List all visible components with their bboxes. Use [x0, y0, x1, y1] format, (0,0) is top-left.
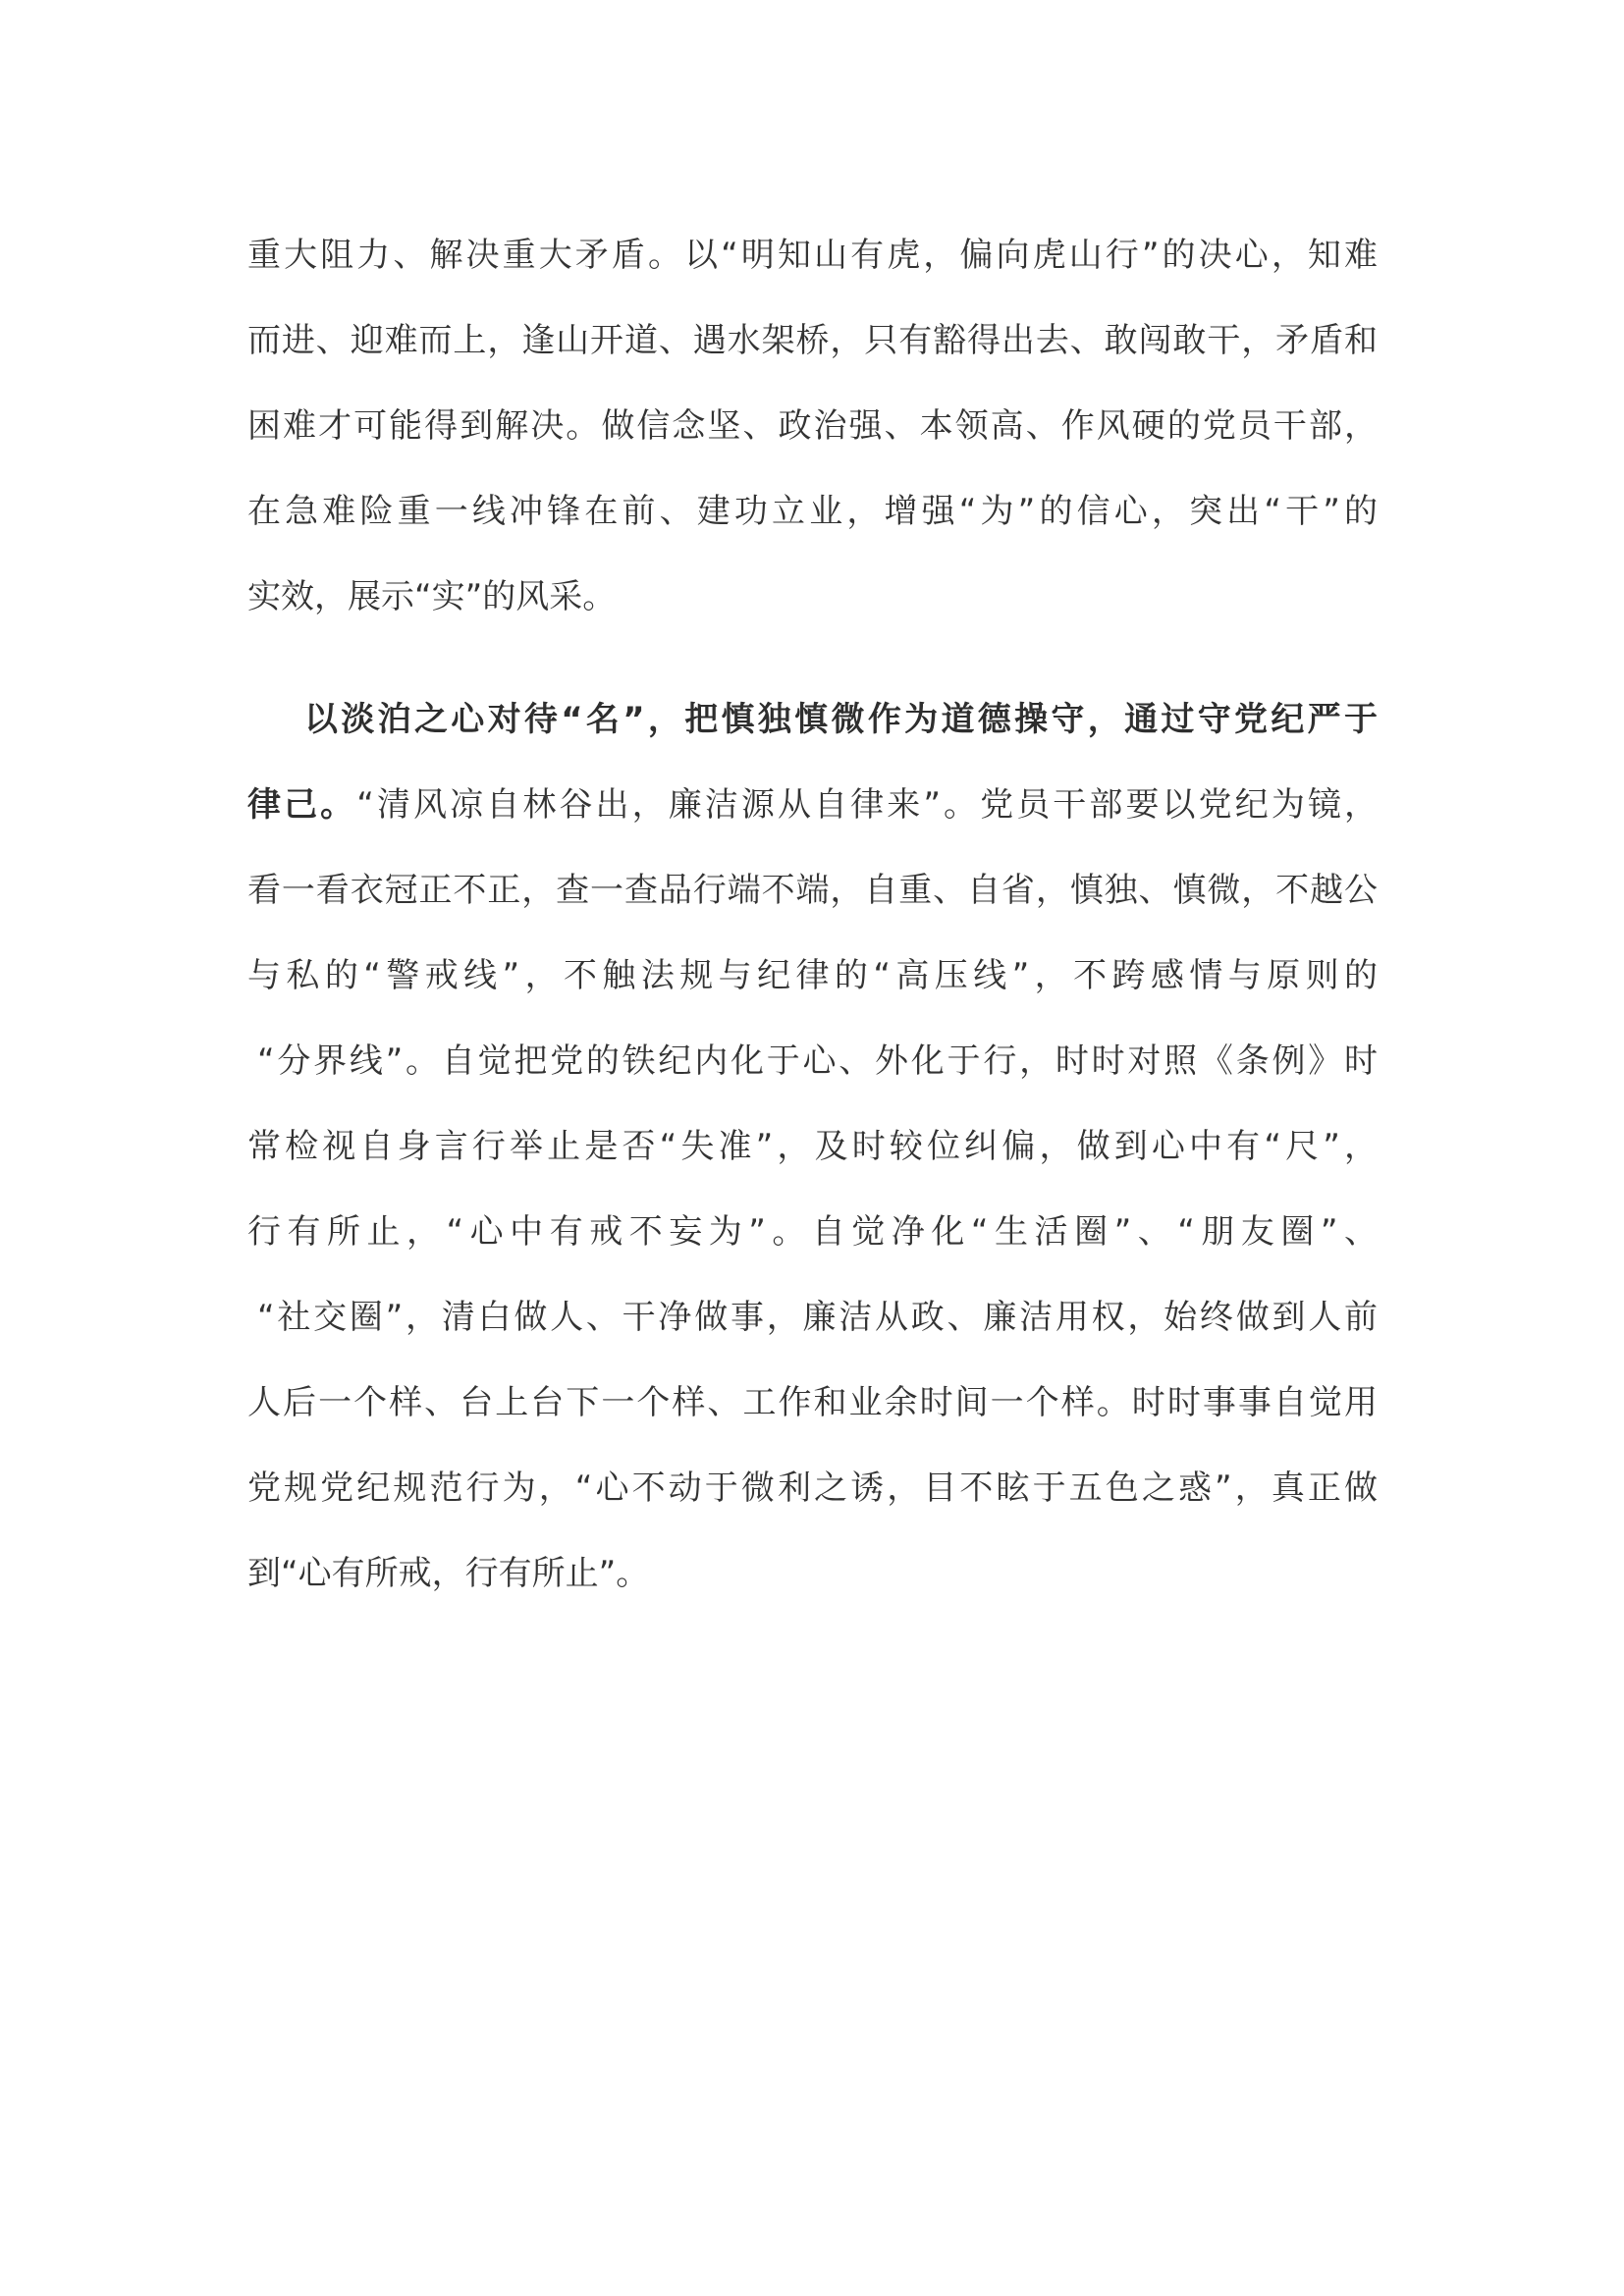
- text-segment: 与私的“警戒线”，不触法规与纪律的“高压线”，不跨感情与原则的: [247, 956, 1378, 995]
- text-line: [257, 1040, 1378, 1083]
- text-line: [247, 954, 1378, 997]
- text-line: [247, 1381, 1378, 1424]
- text-line: [247, 1125, 1378, 1168]
- bold-heading-text: 律己。: [247, 785, 357, 825]
- text-segment: “清风凉自林谷出，廉洁源从自律来”。党员干部要以党纪为镜，: [356, 785, 1379, 825]
- text-line: [247, 1210, 1378, 1254]
- text-segment: “社交圈”，清白做人、干净做事，廉洁从政、廉洁用权，始终做到人前: [257, 1298, 1378, 1337]
- text-segment: 而进、迎难而上，逢山开道、遇水架桥，只有豁得出去、敢闯敢干，矛盾和: [247, 321, 1378, 360]
- text-line: [247, 783, 1378, 827]
- text-line: [247, 869, 1378, 912]
- text-line: [247, 490, 1378, 533]
- text-segment: “分界线”。自觉把党的铁纪内化于心、外化于行，时时对照《条例》时: [257, 1041, 1378, 1081]
- text-segment: 到“心有所戒，行有所止”。: [247, 1554, 650, 1593]
- paragraph-heading-line: [304, 698, 1378, 741]
- text-line: [247, 319, 1378, 362]
- text-segment: 在急难险重一线冲锋在前、建功立业，增强“为”的信心，突出“干”的: [247, 492, 1378, 531]
- text-line: [247, 404, 1378, 448]
- text-line: [247, 1552, 1378, 1595]
- text-line: [257, 1296, 1378, 1339]
- text-segment: 困难才可能得到解决。做信念坚、政治强、本领高、作风硬的党员干部，: [247, 406, 1378, 446]
- text-segment: 常检视自身言行举止是否“失准”，及时较位纠偏，做到心中有“尺”，: [247, 1127, 1378, 1166]
- text-segment: 行有所止，“心中有戒不妄为”。自觉净化“生活圈”、“朋友圈”、: [247, 1212, 1378, 1252]
- text-segment: 党规党纪规范行为，“心不动于微利之诱，目不眩于五色之惑”，真正做: [247, 1468, 1378, 1508]
- bold-heading-text: 以淡泊之心对待“名”，把慎独慎微作为道德操守，通过守党纪严于: [304, 700, 1378, 739]
- text-line: [247, 1467, 1378, 1510]
- text-segment: 重大阻力、解决重大矛盾。以“明知山有虎，偏向虎山行”的决心，知难: [247, 236, 1378, 275]
- text-line: [247, 234, 1378, 277]
- text-segment: 看一看衣冠正不正，查一查品行端不端，自重、自省，慎独、慎微，不越公: [247, 871, 1378, 910]
- text-line: [247, 575, 1378, 618]
- text-segment: 人后一个样、台上台下一个样、工作和业余时间一个样。时时事事自觉用: [247, 1383, 1378, 1422]
- text-segment: 实效，展示“实”的风采。: [247, 577, 617, 616]
